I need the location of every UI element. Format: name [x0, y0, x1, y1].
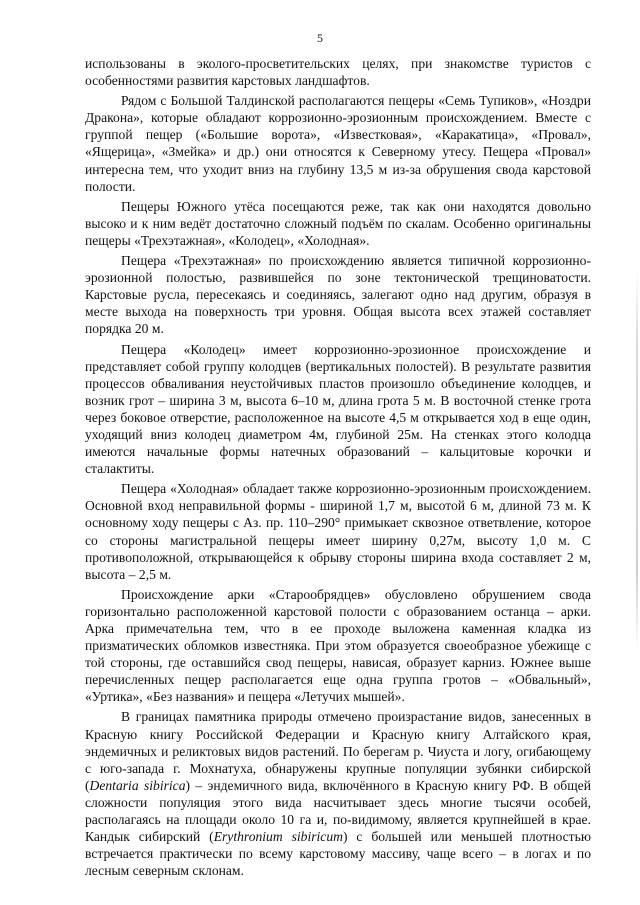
paragraph [85, 341, 591, 478]
page-number: 5 [317, 31, 323, 45]
paragraph-text: Происхождение арки «Старообрядцев» обусловлено обрушением свода горизонтально расположенной карстовой полости с образованием останца – арки. Арка примечательна тем, что в ее проходе выложена каменная кладка из призматических обломков известняка. При этом образуется своеобразное убежище с той стороны, где оставшийся свод пещеры, нависая, образует карниз. Южнее выше перечисленных пещер располагается еще одна группа гротов – «Обвальный», «Уртика», «Без названия» и пещера «Летучих мышей». [85, 586, 591, 705]
paragraph-text: В границах памятника природы отмечено произрастание видов, занесенных в Красную книгу Российской Федерации и Красную книгу Алтайского края, эндемичных и реликтовых видов растений. По берегам р. Чиуста и логу, огибающему с юго-запада г. Мохнатуха, обнаружены крупные популяции зубянки сибирской ( [85, 709, 591, 793]
paragraph [85, 252, 591, 337]
paragraph [85, 708, 591, 879]
paragraph-text: Пещера «Трехэтажная» по происхождению является типичной коррозионно-эрозионной полостью, развившейся по зоне тектонической трещиноватости. Карстовые русла, пересекаясь и соединяясь, залегают одно над другим, образуя в месте выхода на поверхность три уровня. Общая высота всех этажей составляет порядка 20 м. [85, 253, 591, 337]
paragraph-text: использованы в эколого-просветительских целях, при знакомстве туристов с особенностями развития карстовых ландшафтов. [85, 56, 591, 89]
paragraph-text: Пещера «Холодная» обладает также коррозионно-эрозионным происхождением. Основной вход неправильной формы - шириной 1,7 м, высотой 6 м, длиной 73 м. К основному ходу пещеры с Аз. пр. 110–290° примыкает сквозное ответвление, которое со стороны магистральной пещеры имеет ширину 0,27м, высоту 1,0 м. С противоположной, открывающейся к обрыву стороны ширина входа составляет 2 м, высота – 2,5 м. [85, 481, 591, 582]
paragraph [85, 480, 591, 583]
paragraph-text: Пещера «Колодец» имеет коррозионно-эрозионное происхождение и представляет собой группу колодцев (вертикальных полостей). В результате развития процессов обваливания неустойчивых пластов произошло объединение колодцев, и возник грот – ширина 3 м, высота 6–10 м, длина грота 5 м. В восточной стенке грота через боковое отверстие, расположенное на высоте 4,5 м открывается ход в еще один, уходящий вниз колодец диаметром 4м, глубиной 25м. На стенках этого колодца имеются начальные формы натечных образований – кальцитовые корочки и сталактиты. [85, 341, 591, 477]
paragraph-text: Рядом с Большой Талдинской располагаются пещеры «Семь Тупиков», «Ноздри Дракона», которые обладают коррозионно-эрозионным происхождением. Вместе с группой пещер («Большие ворота», «Известковая», «Каракатица», «Провал», «Ящерица», «Змейка» и др.) они относятся к Северному утесу. Пещера «Провал» интересна тем, что уходит вниз на глубину 13,5 м из-за обрушения свода карстовой полости. [85, 93, 591, 194]
scan-edge-shadow [636, 270, 638, 650]
paragraph-text: ) – эндемичного вида, включённого в Красную книгу РФ. В общей сложности популяция этого вида насчитывает здесь многие тысячи особей, располагаясь на площади около 10 га и, по-видимому, является крупнейшей в крае. Кандык сибирский ( [85, 777, 591, 845]
paragraph [85, 198, 591, 249]
paragraph [85, 586, 591, 706]
paragraph-text: Пещеры Южного утёса посещаются реже, так как они находятся довольно высоко и к ним ведёт достаточно сложный подъём по скалам. Особенно оригинальны пещеры «Трехэтажная», «Колодец», «Холодная». [85, 198, 591, 248]
body-text [85, 55, 591, 879]
latin-species-name: Dentaria sibirica [89, 777, 186, 793]
paragraph [85, 55, 591, 89]
paragraph-text: ) с большей или меньшей плотностью встречается практически по всему карстовому массиву, чаще всего – в логах и по лесным северным склонам. [85, 829, 591, 879]
latin-species-name: Erythronium sibiricum [213, 829, 343, 845]
paragraph [85, 92, 591, 195]
